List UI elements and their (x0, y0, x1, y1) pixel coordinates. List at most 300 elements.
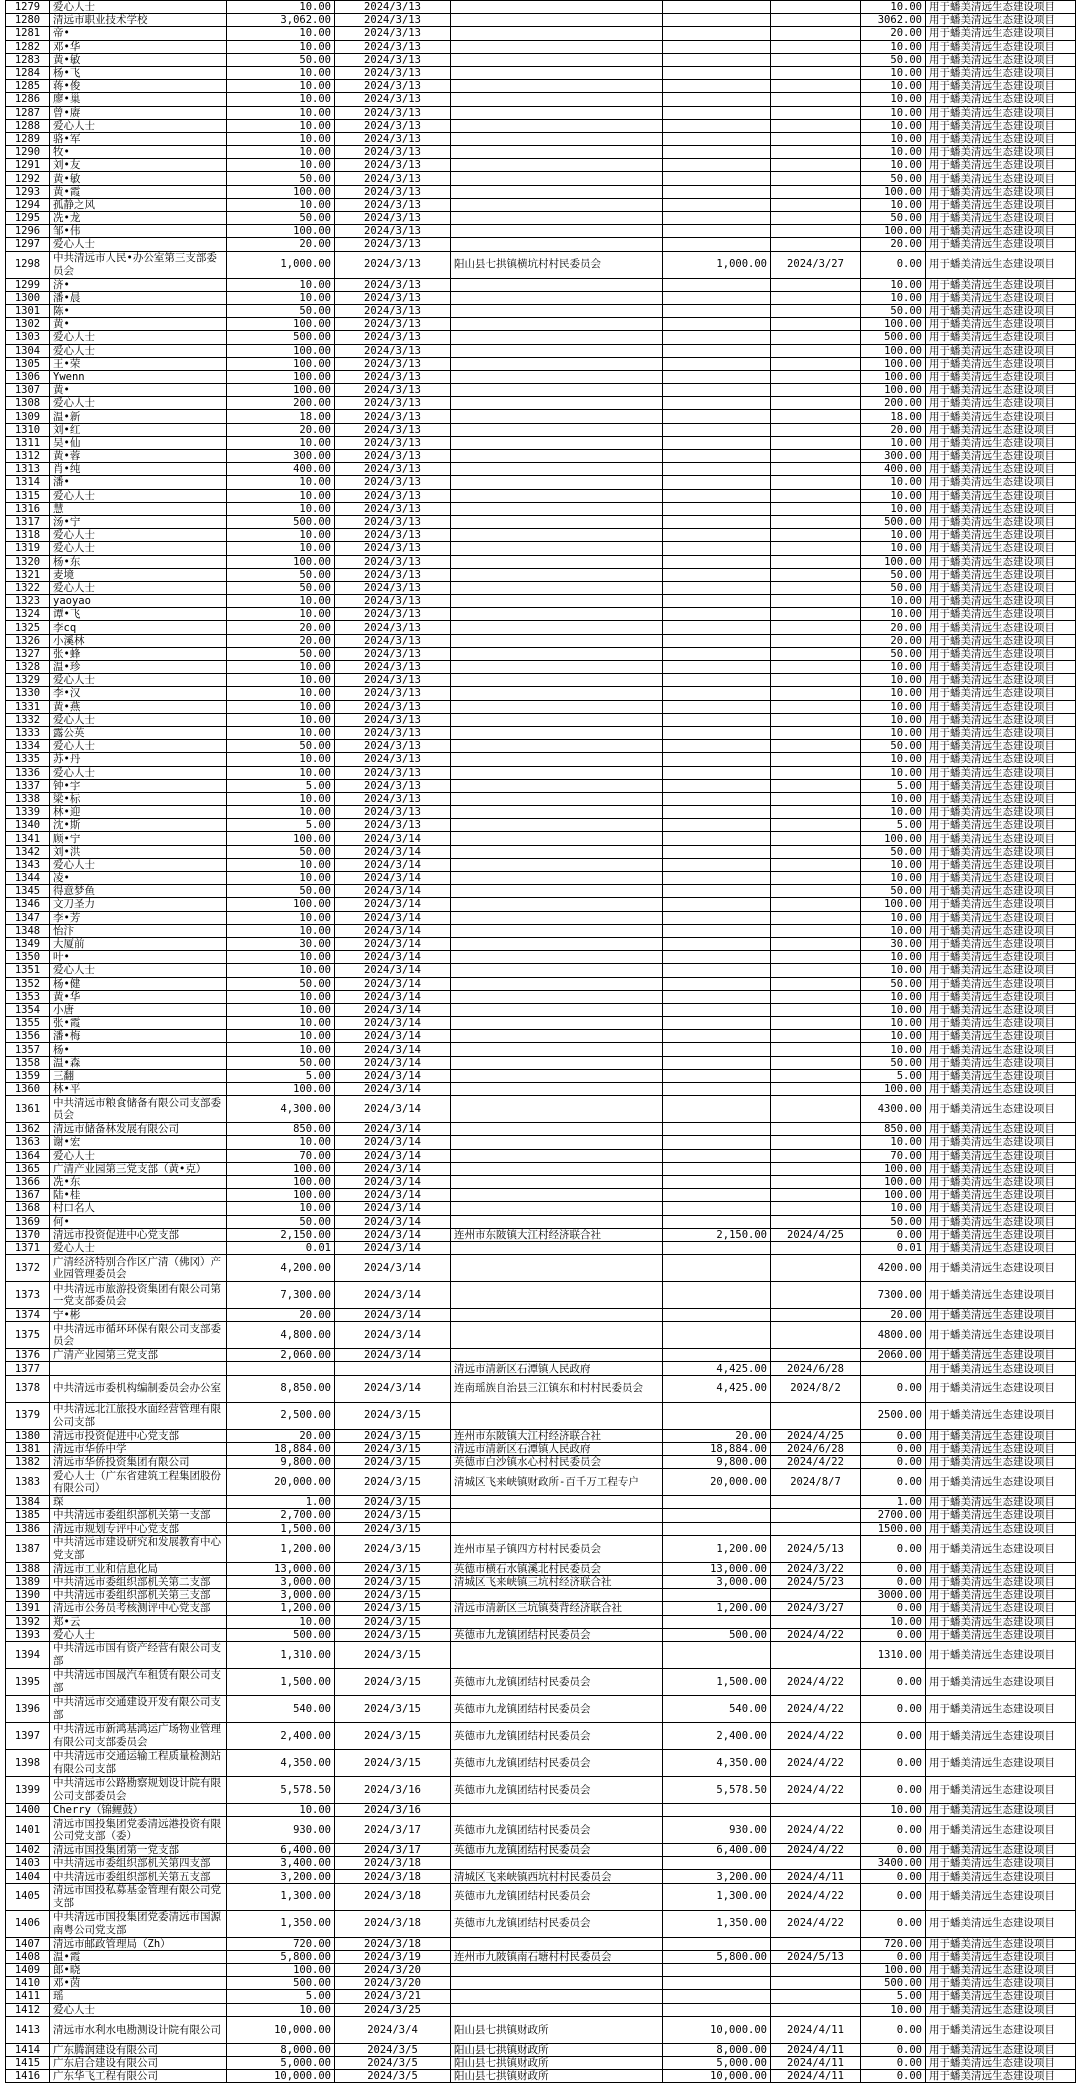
transfer-date-cell: 2024/4/22 (771, 1722, 861, 1749)
table-row (6, 1043, 1076, 1056)
transfer-date-cell: 2024/4/11 (771, 2016, 861, 2043)
row-number-cell: 1409 (6, 1964, 50, 1977)
transfer-date-cell (771, 937, 861, 950)
donation-date-cell: 2024/3/14 (335, 1228, 451, 1241)
transfer-amount-cell: 1,500.00 (663, 1668, 771, 1695)
table-row (6, 634, 1076, 647)
donation-date-cell: 2024/3/13 (335, 542, 451, 555)
donation-amount-cell: 50.00 (227, 647, 335, 660)
transfer-date-cell: 2024/8/7 (771, 1469, 861, 1496)
purpose-cell: 用于蟠美清远生态建设项目 (926, 1668, 1076, 1695)
donor-name-cell: 中共清远市粮食储备有限公司支部委员会 (50, 1096, 227, 1123)
row-number-cell: 1310 (6, 423, 50, 436)
table-row (6, 384, 1076, 397)
donation-date-cell: 2024/3/15 (335, 1522, 451, 1535)
donation-date-cell: 2024/3/13 (335, 27, 451, 40)
table-row (6, 1844, 1076, 1857)
donation-amount-cell: 50.00 (227, 1056, 335, 1069)
donation-date-cell: 2024/3/14 (335, 1069, 451, 1082)
transfer-amount-cell: 1,350.00 (663, 1910, 771, 1937)
donor-name-cell: 谭•飞 (50, 608, 227, 621)
donation-amount-cell: 20.00 (227, 1309, 335, 1322)
transfer-date-cell (771, 2003, 861, 2016)
balance-cell (861, 1362, 926, 1375)
donation-amount-cell: 70.00 (227, 1149, 335, 1162)
recipient-cell (451, 898, 663, 911)
donor-name-cell: 中共清远市循环环保有限公司支部委员会 (50, 1322, 227, 1349)
donation-amount-cell: 10.00 (227, 1615, 335, 1628)
donor-name-cell: 黄•敏 (50, 53, 227, 66)
recipient-cell (451, 1162, 663, 1175)
transfer-date-cell (771, 647, 861, 660)
transfer-amount-cell (663, 1175, 771, 1188)
donor-name-cell: 爱心人士 (50, 581, 227, 594)
row-number-cell: 1381 (6, 1442, 50, 1455)
donation-amount-cell: 20,000.00 (227, 1469, 335, 1496)
recipient-cell (451, 1990, 663, 2003)
transfer-amount-cell (663, 476, 771, 489)
donation-amount-cell: 500.00 (227, 1628, 335, 1641)
row-number-cell: 1365 (6, 1162, 50, 1175)
donation-amount-cell: 5.00 (227, 819, 335, 832)
transfer-date-cell (771, 198, 861, 211)
donation-amount-cell: 5.00 (227, 1990, 335, 2003)
balance-cell: 0.00 (861, 1870, 926, 1883)
transfer-amount-cell (663, 384, 771, 397)
transfer-amount-cell (663, 1990, 771, 2003)
donation-date-cell: 2024/3/13 (335, 93, 451, 106)
donor-name-cell: 广东华飞工程有限公司 (50, 2070, 227, 2083)
transfer-date-cell (771, 489, 861, 502)
donor-name-cell: 沈•斯 (50, 819, 227, 832)
table-row (6, 423, 1076, 436)
transfer-date-cell (771, 1615, 861, 1628)
transfer-date-cell (771, 159, 861, 172)
purpose-cell: 用于蟠美清远生态建设项目 (926, 172, 1076, 185)
purpose-cell: 用于蟠美清远生态建设项目 (926, 713, 1076, 726)
balance-cell: 20.00 (861, 27, 926, 40)
purpose-cell: 用于蟠美清远生态建设项目 (926, 885, 1076, 898)
recipient-cell (451, 647, 663, 660)
transfer-date-cell (771, 1255, 861, 1282)
donation-date-cell: 2024/3/15 (335, 1695, 451, 1722)
donation-amount-cell: 500.00 (227, 515, 335, 528)
balance-cell: 0.00 (861, 1429, 926, 1442)
table-row (6, 595, 1076, 608)
balance-cell: 20.00 (861, 621, 926, 634)
balance-cell: 50.00 (861, 845, 926, 858)
donor-name-cell: 瑶 (50, 1990, 227, 2003)
donation-amount-cell: 9,800.00 (227, 1456, 335, 1469)
donation-amount-cell: 50.00 (227, 1215, 335, 1228)
transfer-date-cell (771, 106, 861, 119)
row-number-cell: 1402 (6, 1844, 50, 1857)
purpose-cell: 用于蟠美清远生态建设项目 (926, 911, 1076, 924)
table-row (6, 2056, 1076, 2069)
purpose-cell: 用于蟠美清远生态建设项目 (926, 318, 1076, 331)
transfer-amount-cell: 10,000.00 (663, 2016, 771, 2043)
transfer-amount-cell (663, 1977, 771, 1990)
row-number-cell: 1305 (6, 357, 50, 370)
donation-date-cell: 2024/3/14 (335, 1017, 451, 1030)
donor-name-cell: 王•荣 (50, 357, 227, 370)
recipient-cell (451, 384, 663, 397)
row-number-cell: 1373 (6, 1282, 50, 1309)
donor-name-cell: 广清产业园第三党支部（黄•克） (50, 1162, 227, 1175)
transfer-amount-cell (663, 661, 771, 674)
donation-amount-cell: 10.00 (227, 924, 335, 937)
balance-cell: 0.00 (861, 1228, 926, 1241)
donation-date-cell: 2024/3/15 (335, 1535, 451, 1562)
recipient-cell (451, 674, 663, 687)
balance-cell: 0.00 (861, 1910, 926, 1937)
transfer-amount-cell (663, 106, 771, 119)
transfer-date-cell (771, 542, 861, 555)
transfer-amount-cell (663, 225, 771, 238)
transfer-amount-cell: 4,350.00 (663, 1749, 771, 1776)
donation-date-cell: 2024/3/13 (335, 66, 451, 79)
row-number-cell: 1353 (6, 990, 50, 1003)
row-number-cell: 1330 (6, 687, 50, 700)
purpose-cell: 用于蟠美清远生态建设项目 (926, 647, 1076, 660)
transfer-date-cell (771, 726, 861, 739)
donor-name-cell: 爱心人士 (50, 674, 227, 687)
purpose-cell: 用于蟠美清远生态建设项目 (926, 1402, 1076, 1429)
donation-amount-cell: 4,350.00 (227, 1749, 335, 1776)
table-row (6, 1149, 1076, 1162)
recipient-cell (451, 872, 663, 885)
transfer-date-cell (771, 1496, 861, 1509)
balance-cell: 0.00 (861, 2070, 926, 2083)
balance-cell: 0.00 (861, 1535, 926, 1562)
donor-name-cell: 清远市国投集团第一党支部 (50, 1844, 227, 1857)
transfer-date-cell (771, 608, 861, 621)
balance-cell: 10.00 (861, 911, 926, 924)
table-row (6, 1910, 1076, 1937)
donation-amount-cell: 50.00 (227, 304, 335, 317)
transfer-amount-cell (663, 700, 771, 713)
donation-amount-cell: 4,300.00 (227, 1096, 335, 1123)
balance-cell: 100.00 (861, 832, 926, 845)
transfer-amount-cell (663, 1123, 771, 1136)
transfer-amount-cell (663, 1615, 771, 1628)
donor-name-cell: 骆•军 (50, 132, 227, 145)
donor-name-cell: 广清产业园第三党支部 (50, 1349, 227, 1362)
table-row (6, 476, 1076, 489)
donation-date-cell: 2024/3/14 (335, 832, 451, 845)
donor-name-cell: 广清经济特别合作区广清（佛冈）产业园管理委员会 (50, 1255, 227, 1282)
donation-date-cell: 2024/3/14 (335, 1202, 451, 1215)
donation-amount-cell: 100.00 (227, 1964, 335, 1977)
transfer-amount-cell (663, 1096, 771, 1123)
table-row (6, 713, 1076, 726)
donation-amount-cell: 10.00 (227, 713, 335, 726)
donation-amount-cell: 10.00 (227, 489, 335, 502)
transfer-amount-cell: 500.00 (663, 1628, 771, 1641)
balance-cell: 10.00 (861, 40, 926, 53)
donation-date-cell: 2024/3/13 (335, 146, 451, 159)
transfer-date-cell (771, 581, 861, 594)
donation-amount-cell: 850.00 (227, 1123, 335, 1136)
donation-date-cell: 2024/3/13 (335, 172, 451, 185)
recipient-cell (451, 1189, 663, 1202)
donation-date-cell: 2024/3/13 (335, 515, 451, 528)
row-number-cell: 1344 (6, 872, 50, 885)
donor-name-cell: 广东启合建设有限公司 (50, 2056, 227, 2069)
transfer-amount-cell (663, 198, 771, 211)
transfer-date-cell (771, 14, 861, 27)
balance-cell: 0.00 (861, 1668, 926, 1695)
table-row (6, 661, 1076, 674)
donor-name-cell: 麦境 (50, 568, 227, 581)
balance-cell: 5.00 (861, 1069, 926, 1082)
donation-amount-cell: 1,500.00 (227, 1522, 335, 1535)
transfer-date-cell (771, 370, 861, 383)
donation-amount-cell: 10.00 (227, 753, 335, 766)
donation-date-cell: 2024/3/16 (335, 1776, 451, 1803)
donation-date-cell: 2024/3/14 (335, 845, 451, 858)
balance-cell: 4800.00 (861, 1322, 926, 1349)
transfer-amount-cell: 5,800.00 (663, 1950, 771, 1963)
donation-date-cell: 2024/3/13 (335, 318, 451, 331)
recipient-cell: 英德市九龙镇团结村民委员会 (451, 1695, 663, 1722)
recipient-cell: 清城区飞来峡镇三坑村经济联合社 (451, 1575, 663, 1588)
table-row (6, 700, 1076, 713)
donation-amount-cell: 930.00 (227, 1817, 335, 1844)
donor-name-cell: 中共清远市国投集团党委清远市国源南粤公司党支部 (50, 1910, 227, 1937)
purpose-cell: 用于蟠美清远生态建设项目 (926, 1496, 1076, 1509)
transfer-date-cell (771, 1056, 861, 1069)
row-number-cell: 1359 (6, 1069, 50, 1082)
transfer-date-cell (771, 1069, 861, 1082)
donor-name-cell: 孤静之风 (50, 198, 227, 211)
purpose-cell: 用于蟠美清远生态建设项目 (926, 740, 1076, 753)
recipient-cell: 英德市白沙镇水心村村民委员会 (451, 1456, 663, 1469)
table-row (6, 1375, 1076, 1402)
transfer-date-cell (771, 845, 861, 858)
donation-date-cell: 2024/3/15 (335, 1615, 451, 1628)
purpose-cell: 用于蟠美清远生态建设项目 (926, 2056, 1076, 2069)
purpose-cell: 用于蟠美清远生态建设项目 (926, 1189, 1076, 1202)
donation-amount-cell: 10.00 (227, 93, 335, 106)
row-number-cell: 1291 (6, 159, 50, 172)
transfer-amount-cell (663, 93, 771, 106)
transfer-date-cell (771, 713, 861, 726)
donation-date-cell: 2024/3/14 (335, 1096, 451, 1123)
donor-name-cell: 中共清远市国有资产经营有限公司支部 (50, 1641, 227, 1668)
purpose-cell: 用于蟠美清远生态建设项目 (926, 1509, 1076, 1522)
recipient-cell (451, 1309, 663, 1322)
transfer-amount-cell (663, 977, 771, 990)
transfer-date-cell (771, 1202, 861, 1215)
balance-cell: 500.00 (861, 331, 926, 344)
donation-date-cell: 2024/3/13 (335, 357, 451, 370)
transfer-date-cell (771, 951, 861, 964)
table-row (6, 1429, 1076, 1442)
balance-cell: 100.00 (861, 384, 926, 397)
purpose-cell: 用于蟠美清远生态建设项目 (926, 1202, 1076, 1215)
purpose-cell: 用于蟠美清远生态建设项目 (926, 858, 1076, 871)
donor-name-cell: 宁•彬 (50, 1309, 227, 1322)
donor-name-cell: 黄• (50, 318, 227, 331)
donation-amount-cell: 10.00 (227, 1803, 335, 1816)
transfer-amount-cell: 10,000.00 (663, 2070, 771, 2083)
purpose-cell: 用于蟠美清远生态建设项目 (926, 66, 1076, 79)
recipient-cell (451, 608, 663, 621)
donation-amount-cell: 50.00 (227, 977, 335, 990)
transfer-amount-cell (663, 132, 771, 145)
donation-date-cell: 2024/3/14 (335, 885, 451, 898)
donation-date-cell: 2024/3/15 (335, 1749, 451, 1776)
donor-name-cell: 刘•友 (50, 159, 227, 172)
transfer-amount-cell (663, 885, 771, 898)
donation-amount-cell: 10.00 (227, 542, 335, 555)
transfer-amount-cell (663, 581, 771, 594)
purpose-cell: 用于蟠美清远生态建设项目 (926, 1817, 1076, 1844)
table-row (6, 410, 1076, 423)
row-number-cell: 1374 (6, 1309, 50, 1322)
donation-date-cell: 2024/3/13 (335, 753, 451, 766)
purpose-cell: 用于蟠美清远生态建设项目 (926, 370, 1076, 383)
donation-date-cell: 2024/3/13 (335, 700, 451, 713)
row-number-cell: 1296 (6, 225, 50, 238)
row-number-cell: 1332 (6, 713, 50, 726)
balance-cell: 0.00 (861, 1602, 926, 1615)
donor-name-cell: 郎•晓 (50, 1964, 227, 1977)
row-number-cell: 1292 (6, 172, 50, 185)
recipient-cell (451, 304, 663, 317)
purpose-cell: 用于蟠美清远生态建设项目 (926, 1695, 1076, 1722)
table-row (6, 1695, 1076, 1722)
transfer-date-cell (771, 621, 861, 634)
row-number-cell: 1331 (6, 700, 50, 713)
recipient-cell (451, 937, 663, 950)
purpose-cell: 用于蟠美清远生态建设项目 (926, 344, 1076, 357)
donation-amount-cell: 3,000.00 (227, 1575, 335, 1588)
donor-name-cell: 爱心人士（广东省建筑工程集团股份有限公司） (50, 1469, 227, 1496)
table-row (6, 542, 1076, 555)
balance-cell: 0.00 (861, 1776, 926, 1803)
transfer-date-cell (771, 819, 861, 832)
donation-amount-cell: 100.00 (227, 185, 335, 198)
table-row (6, 1776, 1076, 1803)
transfer-date-cell (771, 1175, 861, 1188)
row-number-cell: 1370 (6, 1228, 50, 1241)
transfer-amount-cell (663, 964, 771, 977)
donation-date-cell: 2024/3/18 (335, 1910, 451, 1937)
recipient-cell (451, 740, 663, 753)
recipient-cell (451, 397, 663, 410)
transfer-amount-cell: 20.00 (663, 1429, 771, 1442)
row-number-cell: 1404 (6, 1870, 50, 1883)
donation-date-cell: 2024/3/13 (335, 647, 451, 660)
donation-amount-cell: 18.00 (227, 410, 335, 423)
transfer-date-cell (771, 515, 861, 528)
donation-amount-cell: 200.00 (227, 397, 335, 410)
transfer-date-cell (771, 1043, 861, 1056)
purpose-cell: 用于蟠美清远生态建设项目 (926, 450, 1076, 463)
transfer-amount-cell (663, 436, 771, 449)
table-row (6, 726, 1076, 739)
transfer-date-cell (771, 911, 861, 924)
transfer-amount-cell (663, 1522, 771, 1535)
row-number-cell: 1388 (6, 1562, 50, 1575)
purpose-cell: 用于蟠美清远生态建设项目 (926, 687, 1076, 700)
recipient-cell: 英德市九龙镇团结村民委员会 (451, 1749, 663, 1776)
row-number-cell: 1309 (6, 410, 50, 423)
transfer-amount-cell (663, 634, 771, 647)
donor-name-cell: 邓•华 (50, 40, 227, 53)
purpose-cell: 用于蟠美清远生态建设项目 (926, 1069, 1076, 1082)
recipient-cell (451, 806, 663, 819)
purpose-cell: 用于蟠美清远生态建设项目 (926, 1615, 1076, 1628)
donation-amount-cell: 10.00 (227, 159, 335, 172)
purpose-cell: 用于蟠美清远生态建设项目 (926, 1322, 1076, 1349)
row-number-cell: 1293 (6, 185, 50, 198)
transfer-date-cell (771, 502, 861, 515)
row-number-cell: 1411 (6, 1990, 50, 2003)
table-row (6, 806, 1076, 819)
recipient-cell (451, 819, 663, 832)
donation-date-cell: 2024/3/14 (335, 1175, 451, 1188)
donor-name-cell: 梁•标 (50, 792, 227, 805)
donation-amount-cell: 5,578.50 (227, 1776, 335, 1803)
purpose-cell: 用于蟠美清远生态建设项目 (926, 1083, 1076, 1096)
transfer-date-cell (771, 1136, 861, 1149)
donation-amount-cell: 20.00 (227, 621, 335, 634)
purpose-cell: 用于蟠美清远生态建设项目 (926, 1522, 1076, 1535)
row-number-cell: 1279 (6, 1, 50, 14)
donation-date-cell: 2024/3/13 (335, 674, 451, 687)
transfer-amount-cell: 6,400.00 (663, 1844, 771, 1857)
row-number-cell: 1416 (6, 2070, 50, 2083)
table-row (6, 344, 1076, 357)
balance-cell: 2060.00 (861, 1349, 926, 1362)
table-row (6, 1255, 1076, 1282)
recipient-cell (451, 410, 663, 423)
transfer-amount-cell (663, 146, 771, 159)
purpose-cell: 用于蟠美清远生态建设项目 (926, 2043, 1076, 2056)
transfer-date-cell (771, 1030, 861, 1043)
ledger-body (6, 1, 1076, 2083)
donation-date-cell: 2024/3/19 (335, 1950, 451, 1963)
donation-amount-cell: 100.00 (227, 1175, 335, 1188)
purpose-cell: 用于蟠美清远生态建设项目 (926, 529, 1076, 542)
table-row (6, 1056, 1076, 1069)
table-row (6, 1175, 1076, 1188)
donation-amount-cell: 10.00 (227, 1136, 335, 1149)
donation-date-cell: 2024/3/14 (335, 1189, 451, 1202)
balance-cell: 10.00 (861, 806, 926, 819)
transfer-amount-cell (663, 1309, 771, 1322)
donation-amount-cell: 2,700.00 (227, 1509, 335, 1522)
donor-name-cell: 何• (50, 1215, 227, 1228)
balance-cell: 20.00 (861, 423, 926, 436)
recipient-cell (451, 753, 663, 766)
donation-ledger-table (5, 0, 1076, 2083)
transfer-date-cell: 2024/4/22 (771, 1695, 861, 1722)
purpose-cell: 用于蟠美清远生态建设项目 (926, 990, 1076, 1003)
transfer-date-cell (771, 66, 861, 79)
transfer-amount-cell: 4,425.00 (663, 1375, 771, 1402)
recipient-cell (451, 515, 663, 528)
donation-date-cell: 2024/3/13 (335, 159, 451, 172)
transfer-date-cell: 2024/4/25 (771, 1429, 861, 1442)
row-number-cell: 1300 (6, 291, 50, 304)
balance-cell: 10.00 (861, 1043, 926, 1056)
balance-cell: 10.00 (861, 753, 926, 766)
row-number-cell: 1324 (6, 608, 50, 621)
